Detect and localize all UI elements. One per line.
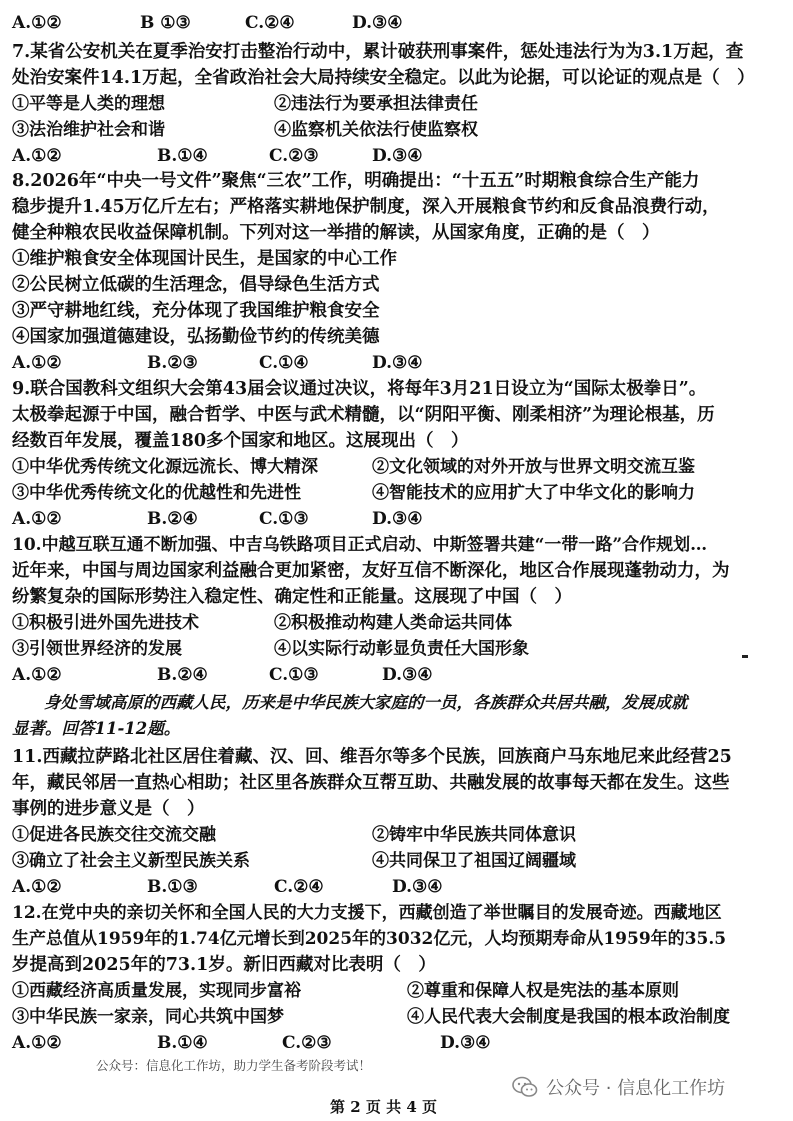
- q10-statement-3: ③引领世界经济的发展: [12, 639, 182, 659]
- q9-option-b: B.②④: [147, 509, 198, 529]
- q11-statement-2: ②铸牢中华民族共同体意识: [372, 825, 576, 845]
- q12-statement-2: ②尊重和保障人权是宪法的基本原则: [407, 981, 679, 1001]
- q11-option-c: C.②④: [274, 877, 324, 897]
- q9-option-c: C.①③: [259, 509, 309, 529]
- q9-statement-3: ③中华优秀传统文化的优越性和先进性: [12, 483, 301, 503]
- q9-stem-line3: 经数百年发展，覆盖180多个国家和地区。这展现出（ ）: [12, 431, 469, 451]
- q12-stem-line3: 岁提高到2025年的73.1岁。新旧西藏对比表明（ ）: [12, 955, 436, 975]
- q7-statement-4: ④监察机关依法行使监察权: [274, 120, 478, 140]
- q7-stem-line1: 7.某省公安机关在夏季治安打击整治行动中，累计破获刑事案件，惩处违法行为为3.1万起，查: [12, 42, 744, 62]
- q8-statement-1: ①维护粮食安全体现国计民生，是国家的中心工作: [12, 249, 397, 269]
- watermark-text: 公众号 · 信息化工作坊: [546, 1078, 726, 1099]
- q7-stem-line2: 处治安案件14.1万起，全省政治社会大局持续安全稳定。以此为论据，可以论证的观点是（ ）: [12, 68, 755, 88]
- q8-stem-line3: 健全种粮农民收益保障机制。下列对这一举措的解读，从国家角度，正确的是（ ）: [12, 223, 660, 243]
- q9-statement-2: ②文化领域的对外开放与世界文明交流互鉴: [372, 457, 695, 477]
- q7-option-d: D.③④: [372, 146, 423, 166]
- q7-option-c: C.②③: [269, 146, 319, 166]
- q11-stem-line2: 年，藏民邻居一直热心相助；社区里各族群众互帮互助、共融发展的故事每天都在发生。这些: [12, 773, 730, 793]
- q10-stem-line3: 纷繁复杂的国际形势注入稳定性、确定性和正能量。这展现了中国（ ）: [12, 587, 572, 607]
- q8-option-b: B.②③: [147, 353, 198, 373]
- q11-statement-4: ④共同保卫了祖国辽阔疆域: [372, 851, 576, 871]
- q6-option-a: A.①②: [12, 13, 62, 33]
- footer-note: 公众号：信息化工作坊，助力学生备考阶段考试！: [96, 1058, 372, 1073]
- q11-option-d: D.③④: [392, 877, 443, 897]
- intro-line1: 身处雪域高原的西藏人民，历来是中华民族大家庭的一员，各族群众共居共融，发展成就: [44, 693, 688, 712]
- q8-stem-line2: 稳步提升1.45万亿斤左右；严格落实耕地保护制度，深入开展粮食节约和反食品浪费行动，: [12, 197, 720, 217]
- stray-mark: [742, 655, 748, 658]
- q7-option-b: B.①④: [157, 146, 208, 166]
- q11-stem-line1: 11.西藏拉萨路北社区居住着藏、汉、回、维吾尔等多个民族，回族商户马东地尼来此经营25: [12, 747, 732, 767]
- q8-statement-4: ④国家加强道德建设，弘扬勤俭节约的传统美德: [12, 327, 380, 347]
- q11-statement-3: ③确立了社会主义新型民族关系: [12, 851, 250, 871]
- q9-option-a: A.①②: [12, 509, 62, 529]
- q8-statement-2: ②公民树立低碳的生活理念，倡导绿色生活方式: [12, 275, 380, 295]
- page-number: 第 2 页 共 4 页: [330, 1098, 437, 1116]
- q12-option-d: D.③④: [440, 1033, 491, 1053]
- q12-option-a: A.①②: [12, 1033, 62, 1053]
- q8-option-a: A.①②: [12, 353, 62, 373]
- q10-stem-line1: 10.中越互联互通不断加强、中吉乌铁路项目正式启动、中斯签署共建“一带一路”合作规划…: [12, 535, 708, 555]
- q11-stem-line3: 事例的进步意义是（ ）: [12, 799, 205, 819]
- q9-option-d: D.③④: [372, 509, 423, 529]
- q10-statement-4: ④以实际行动彰显负责任大国形象: [274, 639, 529, 659]
- q7-option-a: A.①②: [12, 146, 62, 166]
- q8-statement-3: ③严守耕地红线，充分体现了我国维护粮食安全: [12, 301, 380, 321]
- q11-option-b: B.①③: [147, 877, 198, 897]
- q8-option-c: C.①④: [259, 353, 309, 373]
- q12-statement-4: ④人民代表大会制度是我国的根本政治制度: [407, 1007, 730, 1027]
- q7-statement-2: ②违法行为要承担法律责任: [274, 94, 478, 114]
- q9-statement-4: ④智能技术的应用扩大了中华文化的影响力: [372, 483, 695, 503]
- q11-option-a: A.①②: [12, 877, 62, 897]
- q6-option-c: C.②④: [245, 13, 295, 33]
- q9-stem-line2: 太极拳起源于中国，融合哲学、中医与武术精髓，以“阴阳平衡、刚柔相济”为理论根基，历: [12, 405, 715, 425]
- q12-option-b: B.①④: [157, 1033, 208, 1053]
- q12-statement-1: ①西藏经济高质量发展，实现同步富裕: [12, 981, 301, 1001]
- q7-statement-1: ①平等是人类的理想: [12, 94, 165, 114]
- q10-statement-1: ①积极引进外国先进技术: [12, 613, 199, 633]
- q10-option-a: A.①②: [12, 665, 62, 685]
- q12-statement-3: ③中华民族一家亲，同心共筑中国梦: [12, 1007, 284, 1027]
- q9-statement-1: ①中华优秀传统文化源远流长、博大精深: [12, 457, 318, 477]
- q12-option-c: C.②③: [282, 1033, 332, 1053]
- q10-option-d: D.③④: [382, 665, 433, 685]
- q6-option-b: B ①③: [140, 13, 191, 33]
- q10-option-b: B.②④: [157, 665, 208, 685]
- q9-stem-line1: 9.联合国教科文组织大会第43届会议通过决议，将每年3月21日设立为“国际太极拳日”。: [12, 379, 707, 399]
- q10-stem-line2: 近年来，中国与周边国家利益融合更加紧密，友好互信不断深化，地区合作展现蓬勃动力，为: [12, 561, 730, 581]
- q8-stem-line1: 8.2026年“中央一号文件”聚焦“三农”工作，明确提出：“十五五”时期粮食综合生产能力: [12, 171, 700, 191]
- wechat-logo-icon: [512, 1076, 538, 1103]
- watermark: [512, 1074, 725, 1103]
- q11-statement-1: ①促进各民族交往交流交融: [12, 825, 216, 845]
- intro-line2: 显著。回答11-12题。: [12, 719, 181, 738]
- q12-stem-line1: 12.在党中央的亲切关怀和全国人民的大力支援下，西藏创造了举世瞩目的发展奇迹。西藏地区: [12, 903, 722, 923]
- q10-option-c: C.①③: [269, 665, 319, 685]
- q8-option-d: D.③④: [372, 353, 423, 373]
- q10-statement-2: ②积极推动构建人类命运共同体: [274, 613, 512, 633]
- q7-statement-3: ③法治维护社会和谐: [12, 120, 165, 140]
- q6-option-d: D.③④: [352, 13, 403, 33]
- q12-stem-line2: 生产总值从1959年的1.74亿元增长到2025年的3032亿元，人均预期寿命从1959年的35.5: [12, 929, 727, 949]
